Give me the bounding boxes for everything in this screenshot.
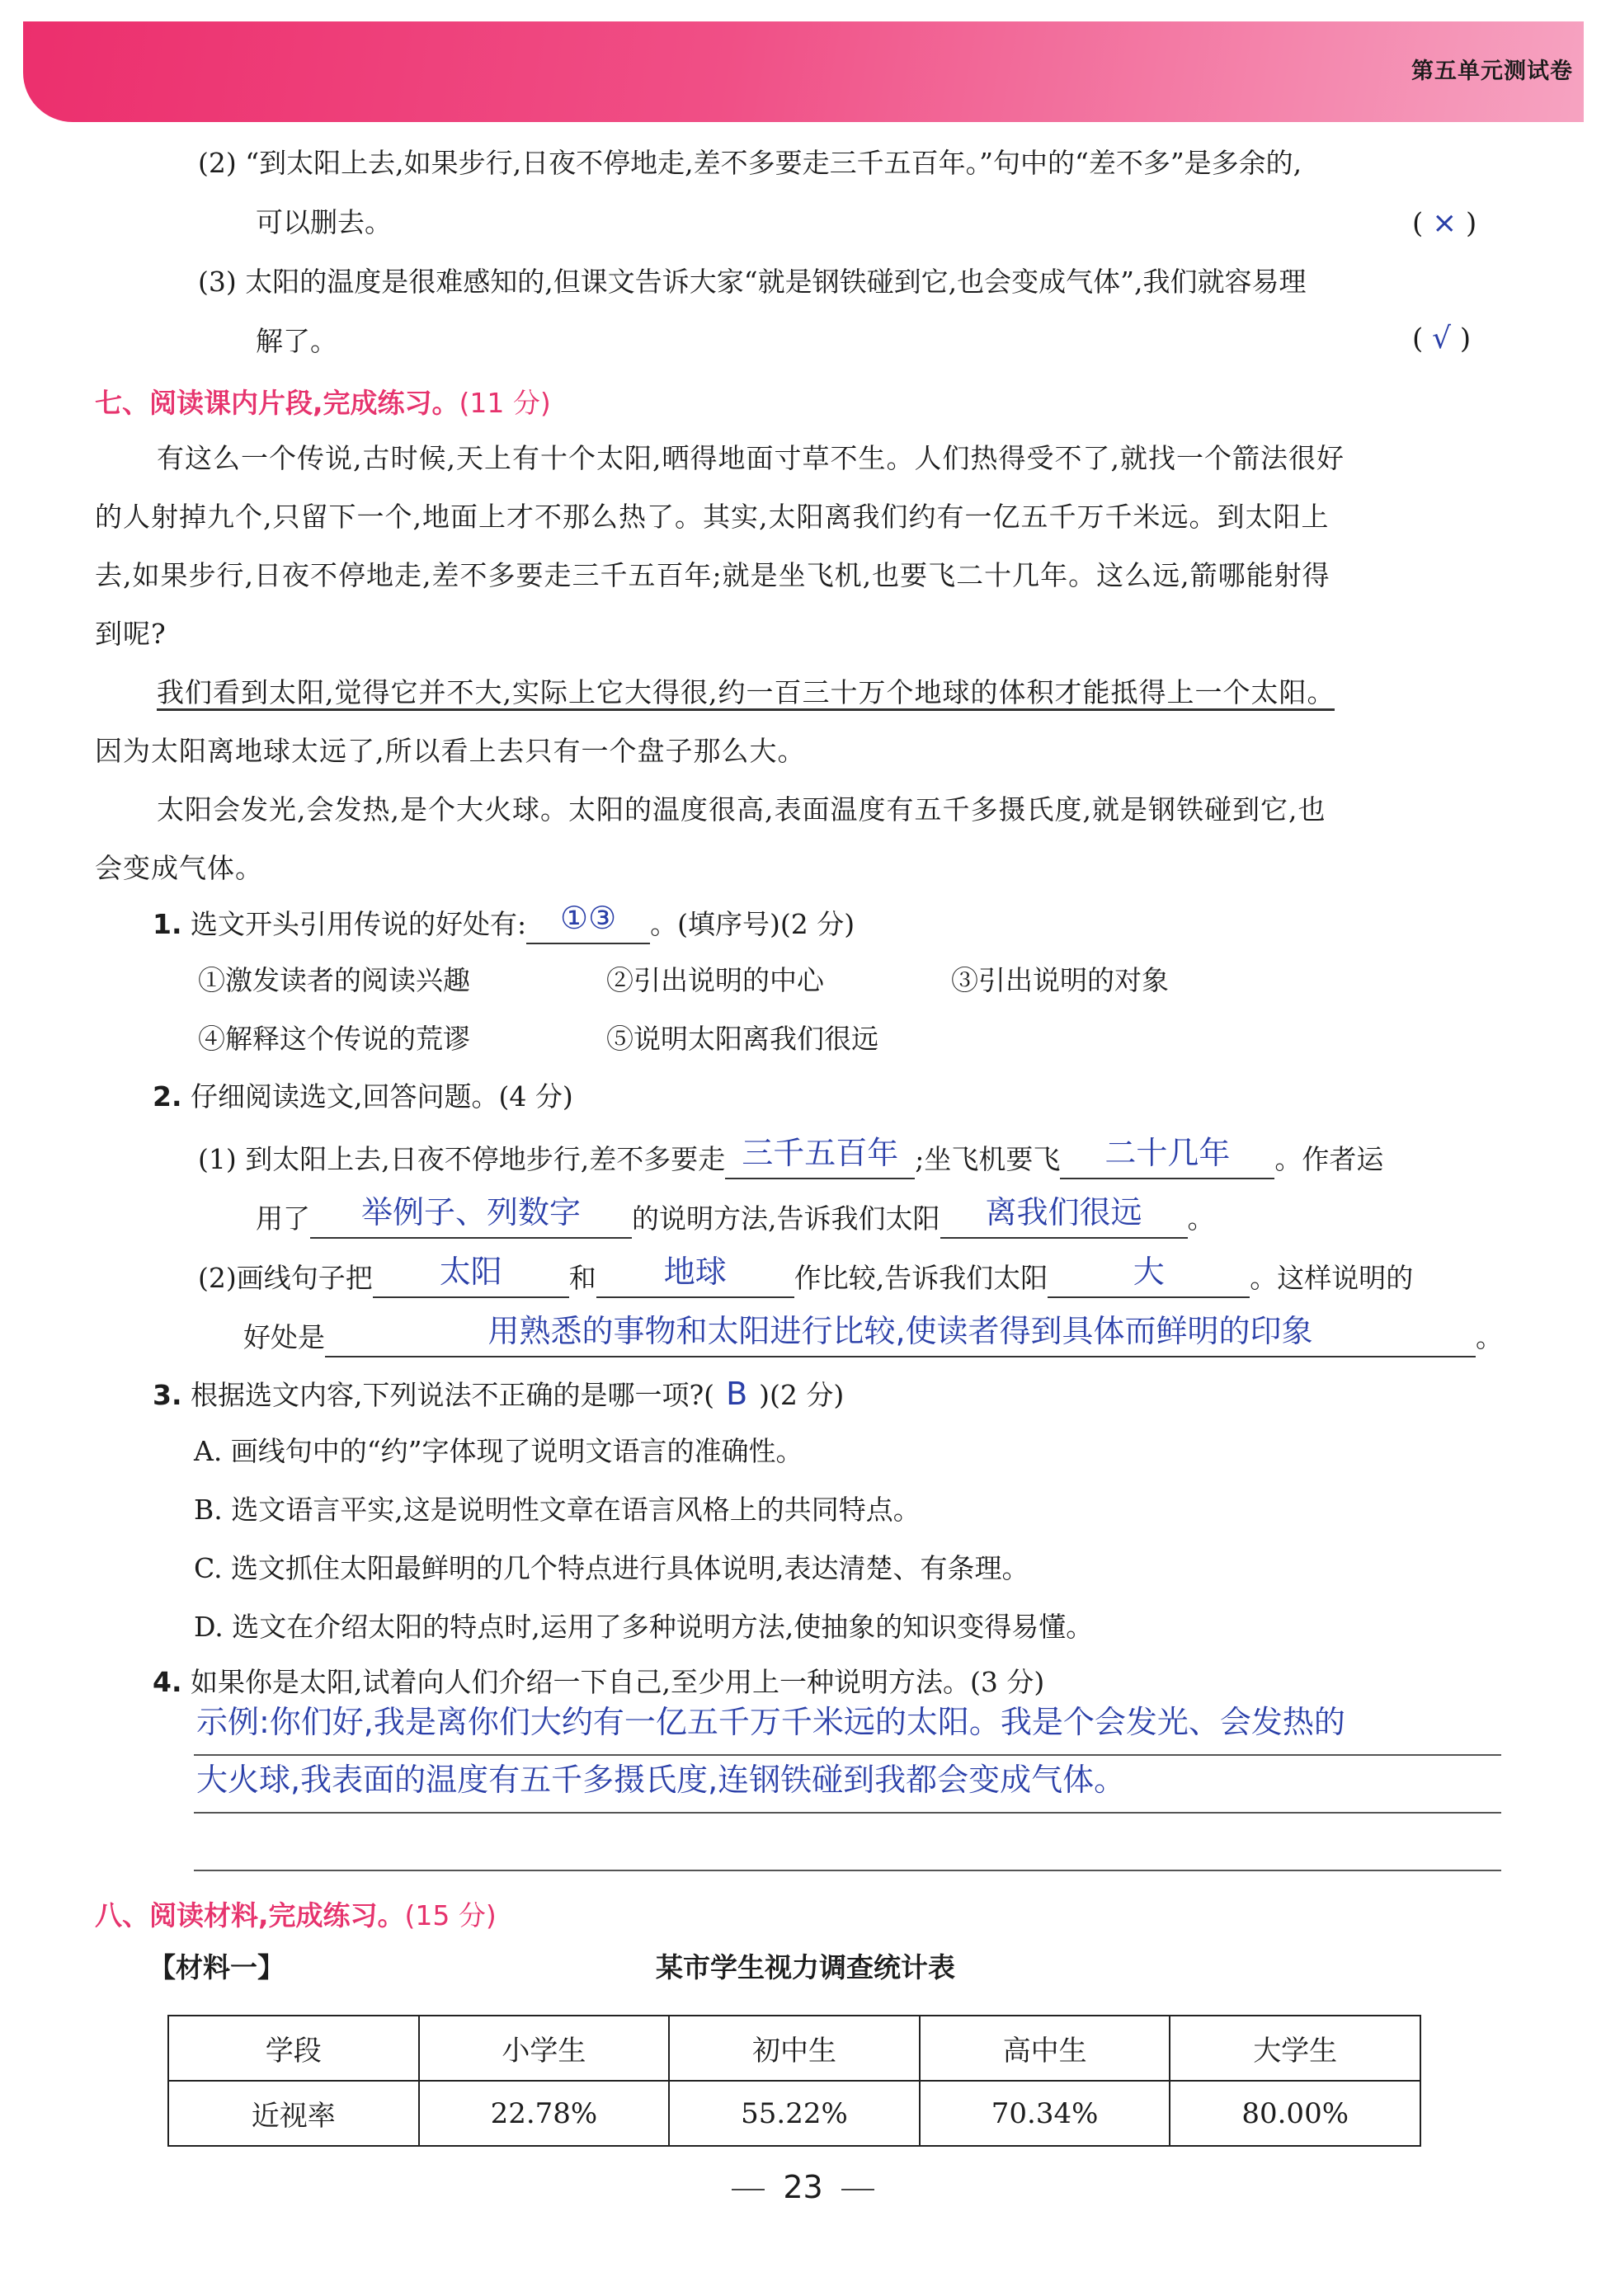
judge-q3-line2: 解了。 xyxy=(256,325,337,357)
vision-survey-table xyxy=(167,2015,1421,2147)
q1-answer: ①③ xyxy=(560,900,617,936)
q2-answer-7: 大 xyxy=(1133,1254,1165,1290)
q1-option-5: ⑤说明太阳离我们很远 xyxy=(606,1023,878,1055)
judge-q3-answer: √ xyxy=(1432,322,1452,355)
passage-p1-line1: 有这么一个传说,古时候,天上有十个太阳,晒得地面寸草不生。人们热得受不了,就找一个箭法很好 xyxy=(157,442,1345,474)
table-cell: 小学生 xyxy=(419,2016,670,2081)
q3-answer: B xyxy=(726,1376,748,1412)
passage-p1-line2: 的人射掉九个,只留下一个,地面上才不那么热了。其实,太阳离我们约有一亿五千万千米远。到太阳上 xyxy=(95,501,1330,533)
table-title: 某市学生视力调查统计表 xyxy=(656,1951,955,1983)
passage-p3-line2: 会变成气体。 xyxy=(95,852,263,884)
q4-rule-3 xyxy=(194,1870,1501,1871)
table-header-row xyxy=(168,2016,1420,2081)
q2-answer-3: 举例子、列数字 xyxy=(360,1194,581,1230)
q3-option-b: B. 选文语言平实,这是说明性文章在语言风格上的共同特点。 xyxy=(194,1494,921,1526)
underlined-sentence: 我们看到太阳,觉得它并不大,实际上它大得很,约一百三十万个地球的体积才能抵得上一个太阳。 xyxy=(157,676,1335,711)
q2-answer-1: 三千五百年 xyxy=(742,1135,899,1171)
q2-sub2-line1: (2)画线句子把 太阳 和 地球 作比较,告诉我们太阳 大 。这样说明的 xyxy=(198,1259,1413,1298)
table-cell: 近视率 xyxy=(168,2081,419,2146)
table-cell: 学段 xyxy=(168,2016,419,2081)
q4: 4. 如果你是太阳,试着向人们介绍一下自己,至少用上一种说明方法。(3 分) xyxy=(153,1666,1045,1698)
q2-answer-6: 地球 xyxy=(663,1254,727,1290)
q1-option-3: ③引出说明的对象 xyxy=(951,964,1169,996)
q4-rule-1 xyxy=(194,1754,1501,1756)
page-number: 23 xyxy=(0,2169,1606,2205)
q2-answer-4: 离我们很远 xyxy=(985,1194,1142,1230)
q2-answer-2: 二十几年 xyxy=(1104,1135,1231,1171)
q1-option-4: ④解释这个传说的荒谬 xyxy=(198,1023,470,1055)
table-cell: 22.78% xyxy=(419,2081,670,2146)
table-cell: 初中生 xyxy=(669,2016,920,2081)
q1-option-2: ②引出说明的中心 xyxy=(606,964,824,996)
q2-sub1-line1: (1) 到太阳上去,日夜不停地步行,差不多要走 三千五百年 ;坐飞机要飞 二十几年 。作者运 xyxy=(198,1140,1383,1179)
q4-answer-line2: 大火球,我表面的温度有五千多摄氏度,连钢铁碰到我都会变成气体。 xyxy=(196,1762,1126,1798)
passage-p2-line2: 因为太阳离地球太远了,所以看上去只有一个盘子那么大。 xyxy=(95,735,806,767)
section8-title: 八、阅读材料,完成练习。(15 分) xyxy=(95,1899,497,1931)
table-cell: 大学生 xyxy=(1170,2016,1420,2081)
material-1-label: 【材料一】 xyxy=(148,1951,285,1983)
passage-p3-line1: 太阳会发光,会发热,是个大火球。太阳的温度很高,表面温度有五千多摄氏度,就是钢铁碰到它,也 xyxy=(157,793,1326,826)
q3-option-c: C. 选文抓住太阳最鲜明的几个特点进行具体说明,表达清楚、有条理。 xyxy=(194,1552,1029,1584)
q2-sub1-line2: 用了 举例子、列数字 的说明方法,告诉我们太阳 离我们很远 。 xyxy=(256,1199,1215,1239)
judge-q3-line1: (3) 太阳的温度是很难感知的,但课文告诉大家“就是钢铁碰到它,也会变成气体”,我们就容易理 xyxy=(198,266,1307,298)
table-cell: 70.34% xyxy=(920,2081,1170,2146)
passage-p2-line1 xyxy=(157,663,1335,722)
q2-answer-5: 太阳 xyxy=(439,1254,502,1290)
judge-q3-answer-box: ( √ ) xyxy=(1412,322,1472,355)
q4-answer-line1: 示例:你们好,我是离你们大约有一亿五千万千米远的太阳。我是个会发光、会发热的 xyxy=(196,1704,1345,1740)
q2-answer-8: 用熟悉的事物和太阳进行比较,使读者得到具体而鲜明的印象 xyxy=(487,1313,1313,1349)
judge-q2-answer: × xyxy=(1432,206,1458,240)
q2-sub2-line2: 好处是 用熟悉的事物和太阳进行比较,使读者得到具体而鲜明的印象 。 xyxy=(243,1318,1503,1357)
judge-q2-line1: (2) “到太阳上去,如果步行,日夜不停地走,差不多要走三千五百年。”句中的“差不多”是多余的, xyxy=(198,147,1302,179)
table-cell: 80.00% xyxy=(1170,2081,1420,2146)
unit-test-title: 第五单元测试卷 xyxy=(1411,59,1573,84)
passage-p1-line3: 去,如果步行,日夜不停地走,差不多要走三千五百年;就是坐飞机,也要飞二十几年。这么远,箭哪能射得 xyxy=(95,559,1330,591)
passage-p1-line4: 到呢? xyxy=(95,618,167,650)
judge-q2-answer-box: ( × ) xyxy=(1412,206,1477,240)
q3-option-a: A. 画线句中的“约”字体现了说明文语言的准确性。 xyxy=(194,1435,803,1467)
table-row xyxy=(168,2081,1420,2146)
q1-option-1: ①激发读者的阅读兴趣 xyxy=(198,964,470,996)
table-cell: 高中生 xyxy=(920,2016,1170,2081)
judge-q2-line2: 可以删去。 xyxy=(256,206,392,238)
q3-option-d: D. 选文在介绍太阳的特点时,运用了多种说明方法,使抽象的知识变得易懂。 xyxy=(194,1611,1094,1643)
q4-rule-2 xyxy=(194,1812,1501,1814)
q2: 2. 仔细阅读选文,回答问题。(4 分) xyxy=(153,1080,573,1113)
q1: 1. 选文开头引用传说的好处有: ①③ 。(填序号)(2 分) xyxy=(153,905,855,944)
q3: 3. 根据选文内容,下列说法不正确的是哪一项?( B )(2 分) xyxy=(153,1376,845,1412)
table-cell: 55.22% xyxy=(669,2081,920,2146)
section7-title: 七、阅读课内片段,完成练习。(11 分) xyxy=(95,387,551,419)
header-band xyxy=(23,21,1584,122)
q1-blank xyxy=(526,900,650,944)
